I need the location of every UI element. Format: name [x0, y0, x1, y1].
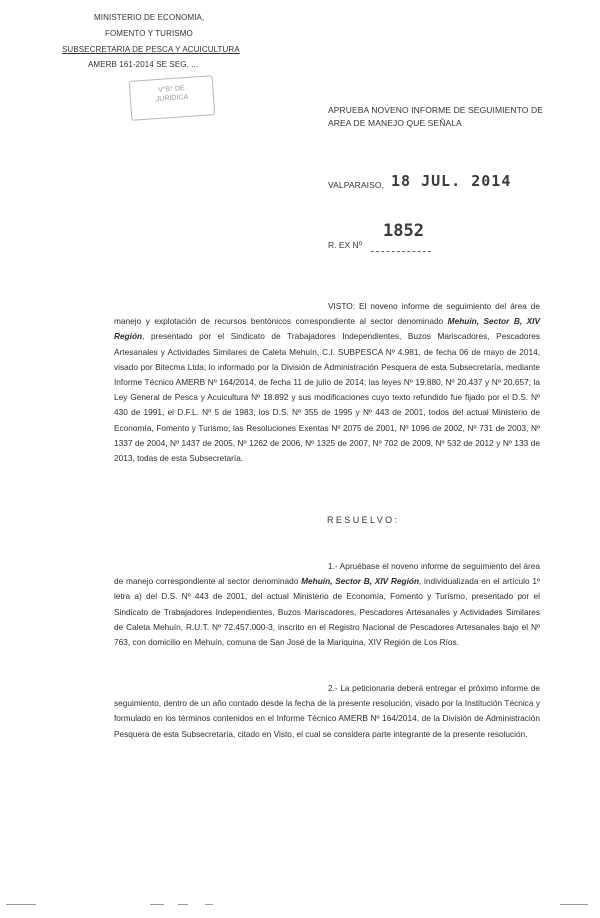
visto-text-1: El noveno informe de seguimiento del área de manejo y explotación de recursos bentónicos correspondiente al sector denominado — [114, 301, 540, 327]
header-ministry-sub: FOMENTO Y TURISMO — [105, 29, 193, 38]
visto-lead: VISTO: — [328, 301, 356, 311]
visto-paragraph — [114, 299, 540, 466]
header-reference: AMERB 161-2014 SE SEG. ... — [88, 60, 199, 69]
stamp-line-2: JURIDICA — [155, 93, 189, 104]
stamp-line-1: V°B° DE — [157, 85, 185, 94]
place-label: VALPARAISO, — [328, 180, 385, 190]
article-1-sector-name: Mehuín, Sector B, XIV Región — [301, 576, 420, 587]
article-1-paragraph — [114, 559, 540, 650]
header-ministry: MINISTERIO DE ECONOMIA, — [94, 13, 205, 22]
article-2-text: 2.- La peticionaria deberá entregar el próximo informe de seguimiento, dentro de un año contado desde la fecha de la presente resolución, visado por la Institución Técnica y formulado en los términos contenidos en el Informe Técnico AMERB Nº 164/2014, de la División de Administración Pesquera de esta Subsecretaría, citado en Visto, el cual se considera parte integrante de la presente resolución. — [114, 683, 540, 739]
resolution-number-underline — [371, 251, 431, 252]
resolution-number-label: R. EX Nº — [328, 240, 362, 250]
visto-text-2: , presentado por el Sindicato de Trabajadores Independientes, Buzos Mariscadores, Pescadores Artesanales y Actividades Similares de Caleta Mehuín, C.I. SUBPESCA Nº 4.981, de fecha 06 de mayo de 2014, visado por Bitecma Ltda; lo informado por la División de Administración Pesquera de esta Subsecretaría, mediante Informe Técnico AMERB Nº 164/2014, de fecha 11 de julio de 2014; las leyes Nº 19.880, Nº 20.437 y Nº 20.657; la Ley General de Pesca y Acuicultura Nº 18.892 y sus modificaciones cuyo texto refundido fue fijado por el D.S. Nº 430 de 1991, el D.F.L. Nº 5 de 1983, los D.S. Nº 355 de 1995 y Nº 443 de 2001, todos del actual Ministerio de Economía, Fomento y Turismo; las Resoluciones Exentas Nº 2075 de 2001, Nº 1096 de 2002, Nº 731 de 2003, Nº 1337 de 2004, Nº 1437 de 2005, Nº 1262 de 2006, Nº 1325 de 2007, Nº 702 de 2009, Nº 532 de 2012 y Nº 133 de 2013, todas de esta Subsecretaría. — [114, 331, 540, 464]
article-1-lead: 1.- Apruébase el noveno informe de seguimiento del área de manejo correspondiente al sector denominado — [114, 561, 540, 587]
article-1-text: , individualizada en el artículo 1º letra a) del D.S. Nº 443 de 2001, del actual Ministerio de Economía, Fomento y Turismo, presentado por el Sindicato de Trabajadores Independientes, Buzos Mariscadores, Pescadores Artesanales y Actividades Similares de Caleta Mehuín, R.U.T. Nº 72.457.000-3, inscrito en el Registro Nacional de Pescadores Artesanales bajo el Nº 763, con domicilio en Mehuín, comuna de San José de la Mariquina, XIV Región de Los Ríos. — [114, 576, 540, 648]
resuelvo-heading: RESUELVO: — [327, 515, 400, 525]
date-stamp: 18 JUL. 2014 — [391, 172, 512, 190]
article-2-paragraph — [114, 681, 540, 742]
header-subsecretaria: SUBSECRETARIA DE PESCA Y ACUICULTURA — [62, 45, 240, 54]
visto-sector-name: Mehuín, Sector B, XIV Región — [114, 316, 540, 342]
scan-edge-marks — [0, 904, 600, 914]
document-title: APRUEBA NOVENO INFORME DE SEGUIMIENTO DE AREA DE MANEJO QUE SEÑALA — [328, 105, 543, 128]
resolution-number: 1852 — [383, 221, 424, 241]
approval-stamp — [129, 75, 216, 121]
